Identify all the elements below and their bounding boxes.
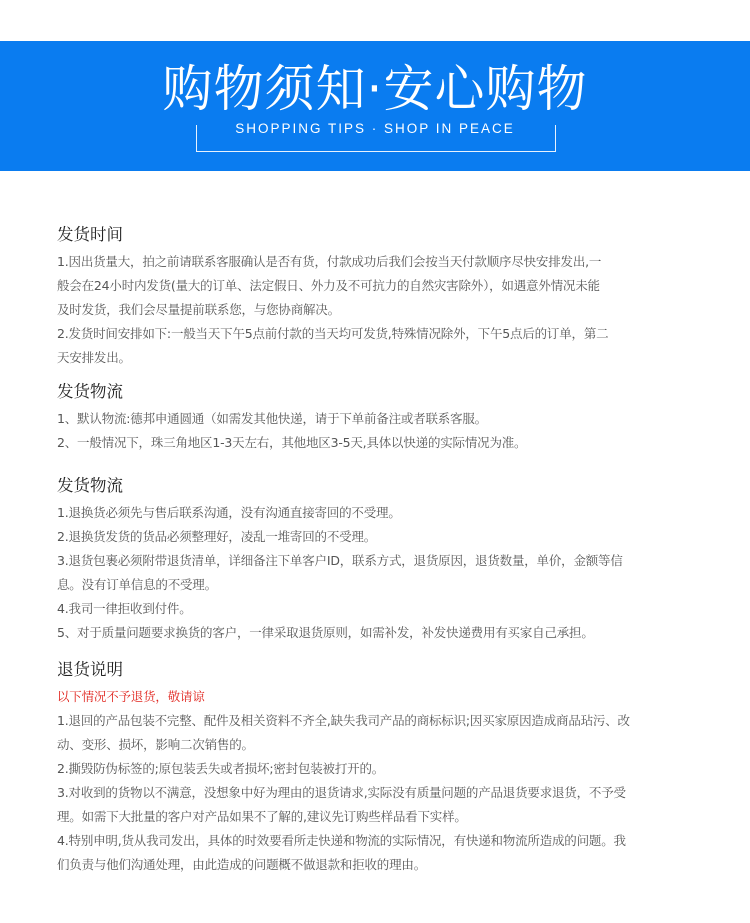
section-line: 2.撕毁防伪标签的;原包装丢失或者损坏;密封包装被打开的。: [57, 761, 385, 776]
section-line: 2.退换货发货的货品必须整理好，凌乱一堆寄回的不受理。: [57, 529, 377, 544]
section-logistics: [57, 377, 526, 455]
section-line: 1.因出货量大，拍之前请联系客服确认是否有货，付款成功后我们会按当天付款顺序尽快安排发出,一: [57, 254, 602, 269]
section-title: 发货物流: [57, 382, 123, 401]
section-line: 5、对于质量问题要求换货的客户，一律采取退货原则，如需补发，补发快递费用有买家自己承担。: [57, 625, 594, 640]
page-subtitle: SHOPPING TIPS · SHOP IN PEACE: [227, 120, 523, 138]
section-returns-exchange: [57, 471, 623, 645]
section-line: 2、一般情况下，珠三角地区1-3天左右，其他地区3-5天,具体以快递的实际情况为准。: [57, 435, 527, 450]
section-line: 2.发货时间安排如下:一般当天下午5点前付款的当天均可发货,特殊情况除外，下午5点后的订单，第二: [57, 326, 609, 341]
section-line: 4.特别申明,货从我司发出，具体的时效要看所走快递和物流的实际情况，有快递和物流所造成的问题。我: [57, 833, 626, 848]
section-line: 们负责与他们沟通处理，由此造成的问题概不做退款和拒收的理由。: [57, 857, 427, 872]
section-line: 动、变形、损坏，影响二次销售的。: [57, 737, 254, 752]
section-line: 1.退换货必须先与售后联系沟通，没有沟通直接寄回的不受理。: [57, 505, 401, 520]
section-shipping-time: [57, 220, 608, 370]
subtitle-container: [0, 118, 750, 138]
page-title: 购物须知·安心购物: [162, 60, 588, 118]
section-line: 1、默认物流:德邦申通圆通（如需发其他快递，请于下单前备注或者联系客服。: [57, 411, 487, 426]
section-line: 1.退回的产品包装不完整、配件及相关资料不齐全,缺失我司产品的商标标识;因买家原因造成商品玷污、改: [57, 713, 630, 728]
section-line: 息。没有订单信息的不受理。: [57, 577, 217, 592]
section-line: 3.对收到的货物以不满意，没想象中好为理由的退货请求,实际没有质量问题的产品退货要求退货，不予受: [57, 785, 626, 800]
section-title: 发货物流: [57, 476, 123, 495]
section-title: 退货说明: [57, 660, 123, 679]
section-title: 发货时间: [57, 225, 123, 244]
warning-text: 以下情况不予退货，敬请谅: [57, 689, 205, 704]
section-line: 般会在24小时内发货(量大的订单、法定假日、外力及不可抗力的自然灾害除外），如遇意外情况未能: [57, 278, 600, 293]
section-line: 天安排发出。: [57, 350, 131, 365]
section-line: 4.我司一律拒收到付件。: [57, 601, 192, 616]
section-return-policy: [57, 655, 630, 877]
section-line: 及时发货，我们会尽量提前联系您，与您协商解决。: [57, 302, 340, 317]
section-line: 理。如需下大批量的客户对产品如果不了解的,建议先订购些样品看下实样。: [57, 809, 467, 824]
section-line: 3.退货包裹必须附带退货清单，详细备注下单客户ID，联系方式，退货原因，退货数量，单价，金额等信: [57, 553, 623, 568]
